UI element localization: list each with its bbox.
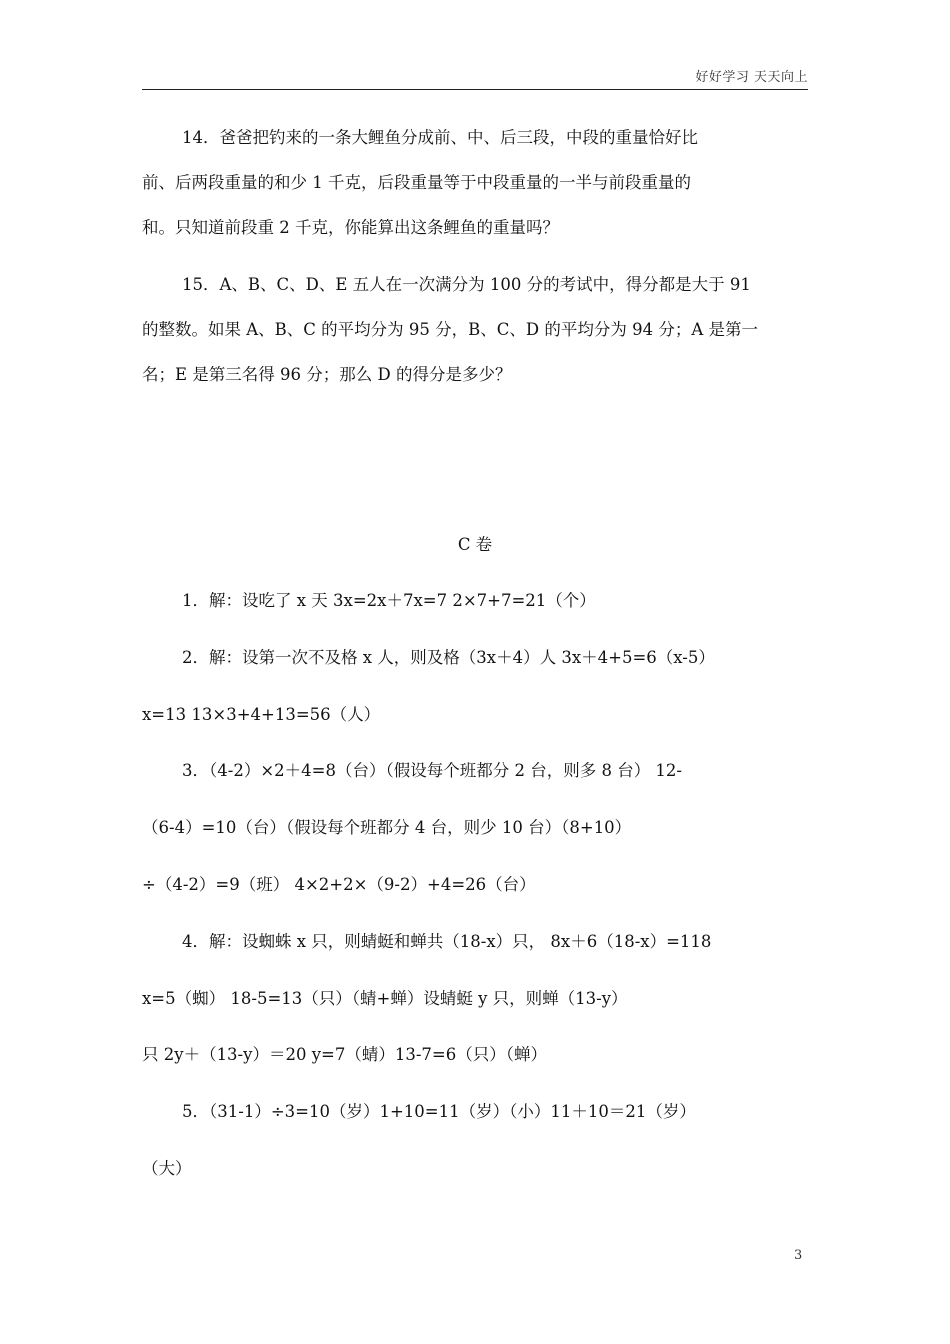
answer-3-line-1: 3．（4-2）×2＋4=8（台）（假设每个班都分 2 台，则多 8 台） 12- <box>182 761 683 780</box>
problem-15-line-1: 15．A、B、C、D、E 五人在一次满分为 100 分的考试中，得分都是大于 91 <box>182 275 751 294</box>
problem-14-line-3: 和。只知道前段重 2 千克，你能算出这条鲤鱼的重量吗？ <box>142 218 559 237</box>
page-header <box>142 64 808 90</box>
answer-3-line-3: ÷（4-2）=9（班） 4×2+2×（9-2）+4=26（台） <box>142 875 536 894</box>
header-motto: 好好学习 天天向上 <box>695 70 808 85</box>
answer-3-line-2: （6-4）=10（台）（假设每个班都分 4 台，则少 10 台）（8+10） <box>142 818 632 837</box>
problem-15-line-2: 的整数。如果 A、B、C 的平均分为 95 分，B、C、D 的平均分为 94 分；A 是第一 <box>142 320 759 339</box>
answer-1-line-1: 1．解：设吃了 x 天 3x=2x＋7x=7 2×7+7=21（个） <box>182 591 596 610</box>
problem-15-line-3: 名；E 是第三名得 96 分；那么 D 的得分是多少？ <box>142 365 512 384</box>
section-title: C 卷 <box>457 535 493 554</box>
answer-4-line-2: x=5（蜘） 18-5=13（只）（蜻+蝉）设蜻蜓 y 只，则蝉（13-y） <box>142 989 628 1008</box>
answer-2-line-1: 2．解：设第一次不及格 x 人，则及格（3x＋4）人 3x＋4+5=6（x-5） <box>182 648 715 667</box>
answer-4-line-1: 4．解：设蜘蛛 x 只，则蜻蜓和蝉共（18-x）只， 8x＋6（18-x）=118 <box>182 932 712 951</box>
answer-5-line-2: （大） <box>142 1159 192 1178</box>
answer-2-line-2: x=13 13×3+4+13=56（人） <box>142 705 381 724</box>
answer-5-line-1: 5．（31-1）÷3=10（岁）1+10=11（岁）（小）11＋10＝21（岁） <box>182 1102 696 1121</box>
problem-14-line-2: 前、后两段重量的和少 1 千克，后段重量等于中段重量的一半与前段重量的 <box>142 173 691 192</box>
page-number: 3 <box>794 1248 803 1263</box>
problem-14-line-1: 14．爸爸把钓来的一条大鲤鱼分成前、中、后三段，中段的重量恰好比 <box>182 128 698 147</box>
answer-4-line-3: 只 2y＋（13-y）＝20 y=7（蜻）13-7=6（只）（蝉） <box>142 1045 547 1064</box>
